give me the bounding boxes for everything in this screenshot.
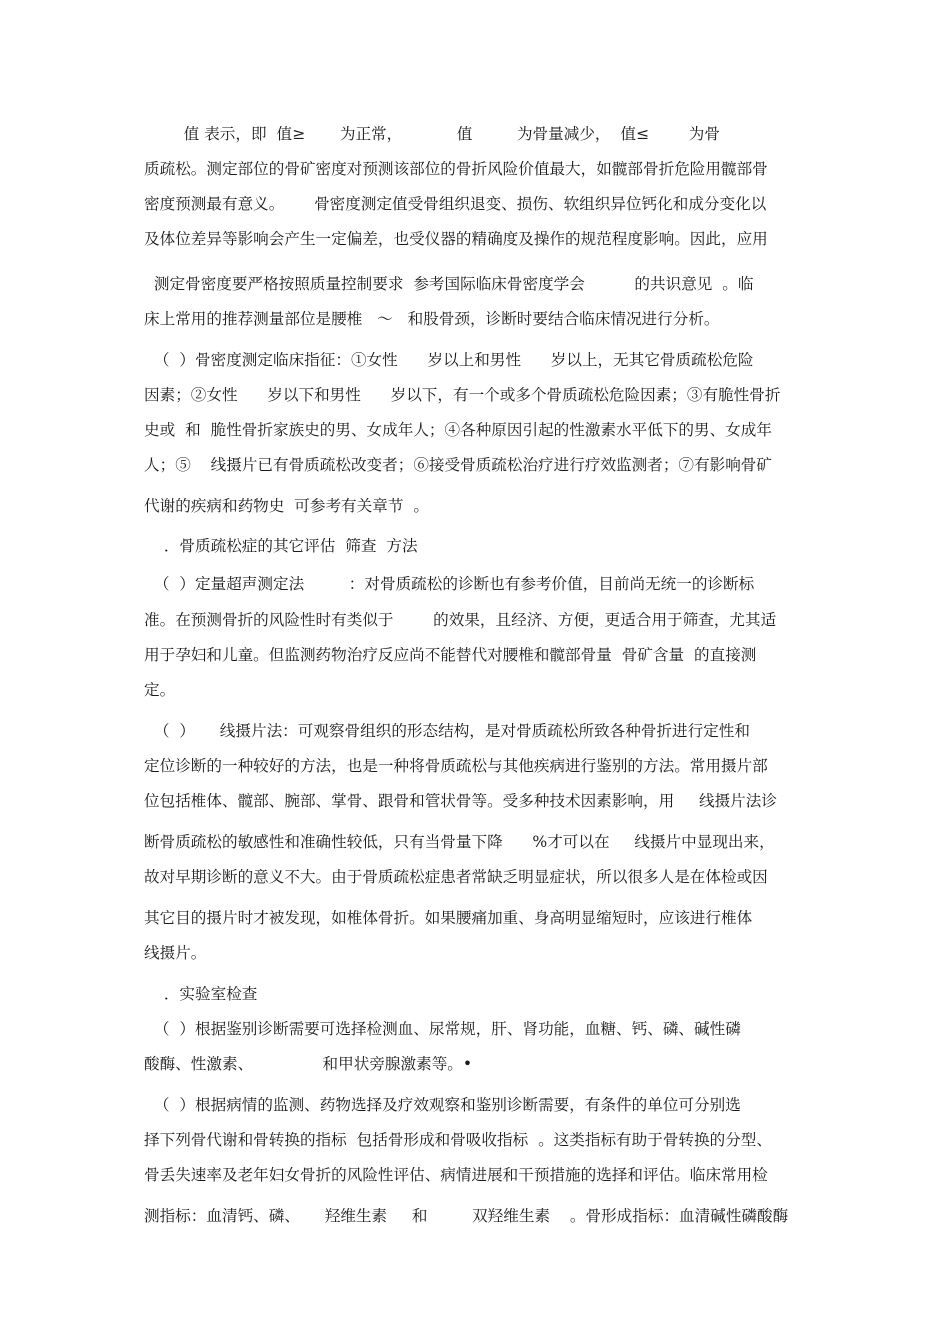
- text-line: 床上常用的推荐测量部位是腰椎 ～ 和股骨颈，诊断时要结合临床情况进行分析。: [144, 310, 720, 328]
- text-line: 密度预测最有意义。 骨密度测定值受骨组织退变、损伤、软组织异位钙化和成分变化以: [144, 195, 767, 213]
- text-line: 故对早期诊断的意义不大。由于骨质疏松症患者常缺乏明显症状，所以很多人是在体检或因: [144, 868, 768, 886]
- text-line: 值 表示，即 值≥ 为正常， 值 为骨量减少， 值≤ 为骨: [144, 125, 720, 143]
- text-line: （ ）根据病情的监测、药物选择及疗效观察和鉴别诊断需要，有条件的单位可分别选: [144, 1096, 741, 1114]
- text-line: （ ）根据鉴别诊断需要可选择检测血、尿常规，肝、肾功能，血糖、钙、磷、碱性磷: [144, 1020, 741, 1038]
- text-line: （ ）骨密度测定临床指征：①女性 岁以上和男性 岁以上，无其它骨质疏松危险: [144, 351, 754, 369]
- text-line: 测定骨密度要严格按照质量控制要求 参考国际临床骨密度学会 的共识意见 。临: [144, 275, 754, 293]
- text-line: 断骨质疏松的敏感性和准确性较低，只有当骨量下降 %才可以在 线摄片中显现出来，: [144, 833, 775, 851]
- text-line: 及体位差异等影响会产生一定偏差，也受仪器的精确度及操作的规范程度影响。因此，应用: [144, 230, 768, 248]
- text-line: （ ）定量超声测定法 ：对骨质疏松的诊断也有参考价值，目前尚无统一的诊断标: [144, 575, 755, 593]
- text-line: 酸酶、性激素、 和甲状旁腺激素等。•: [144, 1055, 473, 1073]
- text-line: 骨丢失速率及老年妇女骨折的风险性评估、病情进展和干预措施的选择和评估。临床常用检: [144, 1166, 768, 1184]
- text-line: 线摄片。: [144, 944, 207, 962]
- text-line: 因素；②女性 岁以下和男性 岁以下，有一个或多个骨质疏松危险因素；③有脆性骨折: [144, 386, 781, 404]
- text-line: （ ） 线摄片法：可观察骨组织的形态结构，是对骨质疏松所致各种骨折进行定性和: [144, 722, 750, 740]
- text-line: 用于孕妇和儿童。但监测药物治疗反应尚不能替代对腰椎和髋部骨量 骨矿含量 的直接测: [144, 646, 757, 664]
- text-line: 位包括椎体、髋部、腕部、掌骨、跟骨和管状骨等。受多种技术因素影响，用 线摄片法诊: [144, 792, 777, 810]
- text-line: 测指标：血清钙、磷、 羟维生素 和 双羟维生素 。骨形成指标：血清碱性磷酸酶: [144, 1207, 789, 1225]
- text-line: 其它目的摄片时才被发现，如椎体骨折。如果腰痛加重、身高明显缩短时，应该进行椎体: [144, 909, 753, 927]
- text-line: 定。: [144, 681, 176, 699]
- text-line: 择下列骨代谢和骨转换的指标 包括骨形成和骨吸收指标 。这类指标有助于骨转换的分型、: [144, 1131, 772, 1149]
- section-heading: ．骨质疏松症的其它评估 筛查 方法: [144, 537, 418, 555]
- text-line: 质疏松。测定部位的骨矿密度对预测该部位的骨折风险价值最大，如髋部骨折危险用髋部骨: [144, 160, 768, 178]
- text-line: 准。在预测骨折的风险性时有类似于 的效果，且经济、方便，更适合用于筛查，尤其适: [144, 611, 777, 629]
- section-heading: ．实验室检查: [144, 985, 258, 1003]
- text-line: 人；⑤ 线摄片已有骨质疏松改变者；⑥接受骨质疏松治疗进行疗效监测者；⑦有影响骨矿: [144, 456, 772, 474]
- text-line: 史或 和 脆性骨折家族史的男、女成年人；④各种原因引起的性激素水平低下的男、女成年: [144, 421, 772, 439]
- text-line: 定位诊断的一种较好的方法，也是一种将骨质疏松与其他疾病进行鉴别的方法。常用摄片部: [144, 757, 768, 775]
- text-line: 代谢的疾病和药物史 可参考有关章节 。: [144, 497, 429, 515]
